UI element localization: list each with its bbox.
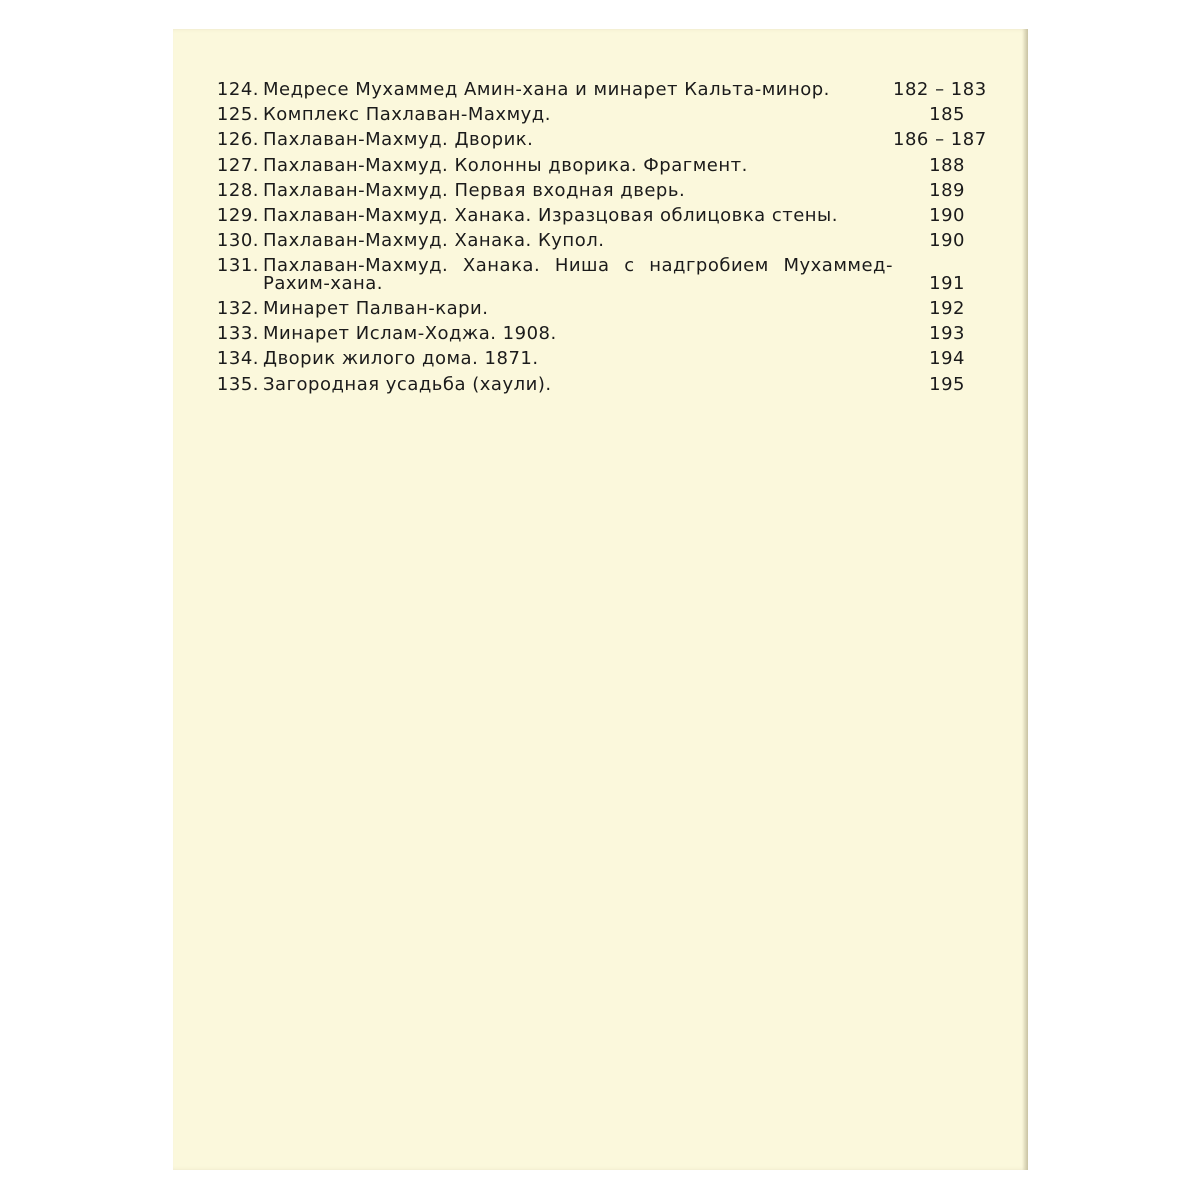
entry-title: Пахлаван-Махмуд. Первая входная дверь. [263,179,686,201]
book-page [173,29,1028,1170]
entry-title: Пахлаван-Махмуд. Ханака. Купол. [263,230,605,252]
entry-number: 128. [216,179,259,201]
entry-title: Пахлаван-Махмуд. Ханака. Изразцовая облицовка стены. [263,204,838,226]
entry-pages: 194 [929,348,965,370]
entry-pages: 186 – 187 [893,129,987,151]
list-item [203,325,965,343]
entry-number: 135. [216,373,259,395]
entry-pages: 190 [929,230,965,252]
entry-number: 130. [216,230,259,252]
list-item [203,106,965,124]
entry-number: 132. [216,298,259,320]
entry-pages: 195 [929,373,965,395]
list-item [203,300,965,318]
entry-title: Пахлаван-Махмуд. Ханака. Ниша с надгробием Мухаммед-Рахим-хана. [263,255,893,294]
entry-title: Минарет Ислам-Ходжа. 1908. [263,323,557,345]
list-item [203,129,987,151]
list-item [203,154,965,176]
page-edge-shadow [1022,29,1028,1170]
entry-number: 127. [216,154,259,176]
list-item [203,232,965,250]
entry-title: Дворик жилого дома. 1871. [263,348,539,370]
entry-pages: 193 [929,323,965,345]
entry-pages: 188 [929,154,965,176]
entry-number: 126. [216,129,259,151]
entry-number: 124. [216,79,259,100]
entry-title: Пахлаван-Махмуд. Дворик. [263,129,534,151]
entry-pages: 182 – 183 [893,79,987,100]
entry-number: 125. [216,104,259,126]
list-item [203,257,965,292]
entry-title: Медресе Мухаммед Амин-хана и минарет Кальта-минор. [263,79,830,100]
entry-pages: 192 [929,298,965,320]
entry-pages: 191 [929,272,965,294]
entry-title: Загородная усадьба (хаули). [263,373,552,395]
entry-title: Пахлаван-Махмуд. Колонны дворика. Фрагмент. [263,154,748,176]
list-item [203,204,965,226]
list-item [203,350,965,368]
entry-number: 133. [216,323,259,345]
entry-title: Комплекс Пахлаван-Махмуд. [263,104,551,126]
list-item [203,373,965,395]
list-item [203,179,965,201]
entry-number: 131. [216,255,259,277]
list-item [203,79,987,100]
entry-title: Минарет Палван-кари. [263,298,489,320]
entry-pages: 185 [929,104,965,126]
entry-number: 134. [216,348,259,370]
illustrations-list [203,79,987,401]
entry-number: 129. [216,204,259,226]
entry-pages: 190 [929,204,965,226]
entry-pages: 189 [929,179,965,201]
